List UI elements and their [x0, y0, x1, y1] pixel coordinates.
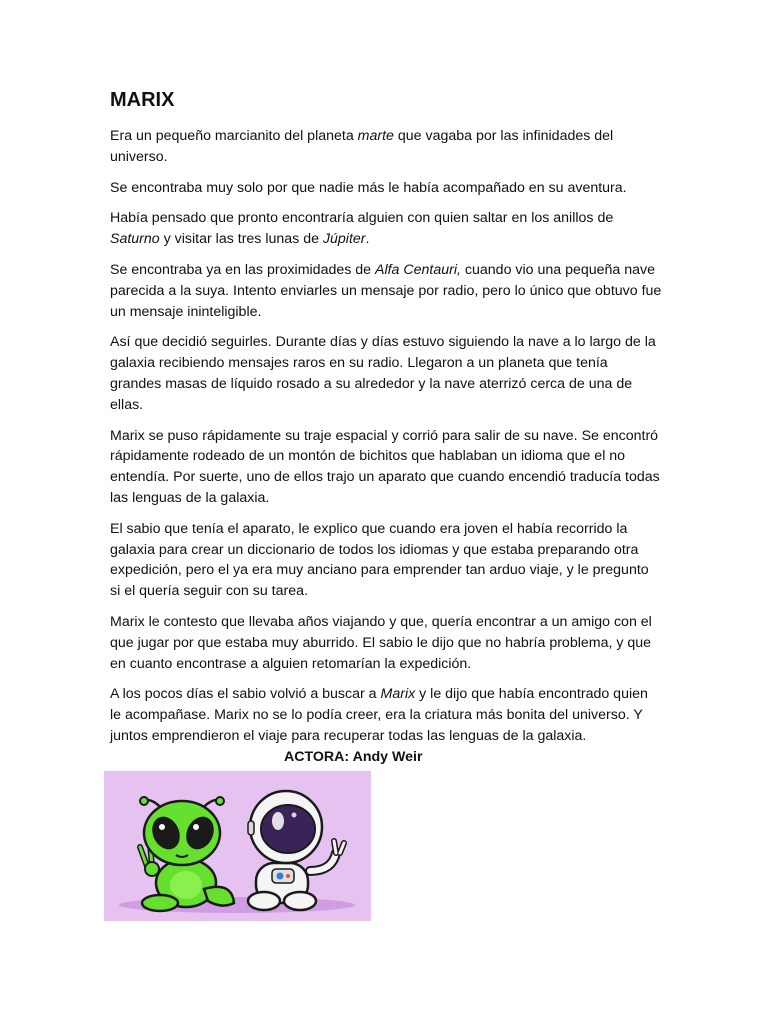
p4-text-b: cuando vio una pequeña nave parecida a la suya. Intento enviarles un mensaje por radio, pero lo único que obtuvo fue un mensaje ininteligible. [110, 261, 662, 320]
astronaut-leg-right [284, 892, 316, 910]
p4-text-a: Se encontraba ya en las proximidades de [110, 261, 375, 278]
author-signature: ACTORA: Andy Weir [284, 748, 423, 765]
paragraph-2: Se encontraba muy solo por que nadie más le había acompañado en su aventura. [110, 179, 627, 196]
p3-italic-1: Saturno [110, 231, 160, 248]
p3-text-a: Había pensado que pronto encontraría alguien con quien saltar en los anillos de [110, 210, 614, 227]
p1-text-a: Era un pequeño marcianito del planeta [110, 128, 358, 144]
paragraph-1 [110, 126, 662, 168]
p3-text-b: y visitar las tres lunas de [159, 231, 323, 248]
p1-text-b: que vagaba por las infinidades del universo. [110, 128, 614, 165]
p9-italic: Marix [380, 686, 416, 703]
paragraph-9 [110, 684, 662, 767]
astronaut-leg-left [248, 892, 280, 910]
p9-text-b: y le dijo que había encontrado quien le acompañase. Marix no se lo podía creer, era la criatura más bonita del universo. Y juntos emprendieron el viaje para recuperar todas las lenguas de la galaxia. [110, 686, 648, 744]
paragraph-3 [110, 208, 662, 250]
paragraph-5: Así que decidió seguirles. Durante días y días estuvo siguiendo la nave a lo largo de la galaxia recibiendo mensajes raros en su radio. Llegaron a un planeta que tenía grandes masas de líquido rosado a su alrededor y la nave aterrizó cerca de una de ellas. [110, 334, 656, 413]
p3-italic-2: Júpiter [322, 231, 366, 248]
astronaut-visor [261, 805, 315, 853]
paragraph-7: El sabio que tenía el aparato, le explico que cuando era joven el había recorrido la galaxia para crear un diccionario de todos los idiomas y que estaba preparando otra expedición, pero el ya era muy anciano para emprender tan arduo viaje, y le pregunto si el quería seguir con su tarea. [110, 520, 649, 600]
story-title: MARIX [110, 89, 175, 111]
p3-text-c: . [365, 231, 370, 248]
alien-leg-left [142, 895, 178, 911]
paragraph-8: Marix le contesto que llevaba años viajando y que, quería encontrar a un amigo con el que jugar por que estaba muy aburrido. El sabio le dijo que no habría problema, y que en cuanto encontrase a alguien retomarían la expedición. [110, 613, 652, 672]
story-document [110, 86, 662, 778]
p4-italic: Alfa Centauri, [375, 261, 461, 278]
p9-text-a: A los pocos días el sabio volvió a buscar a [110, 686, 381, 703]
paragraph-6: Marix se puso rápidamente su traje espacial y corrió para salir de su nave. Se encontró rápidamente rodeado de un montón de bichitos que hablaban un idioma que el no entendía. Por suerte, uno de ellos trajo un aparato que cuando encendió traducía todas las lenguas de la galaxia. [110, 427, 660, 506]
alien-astronaut-illustration [104, 771, 371, 921]
paragraph-4 [110, 260, 662, 322]
p1-italic: marte [357, 128, 394, 144]
